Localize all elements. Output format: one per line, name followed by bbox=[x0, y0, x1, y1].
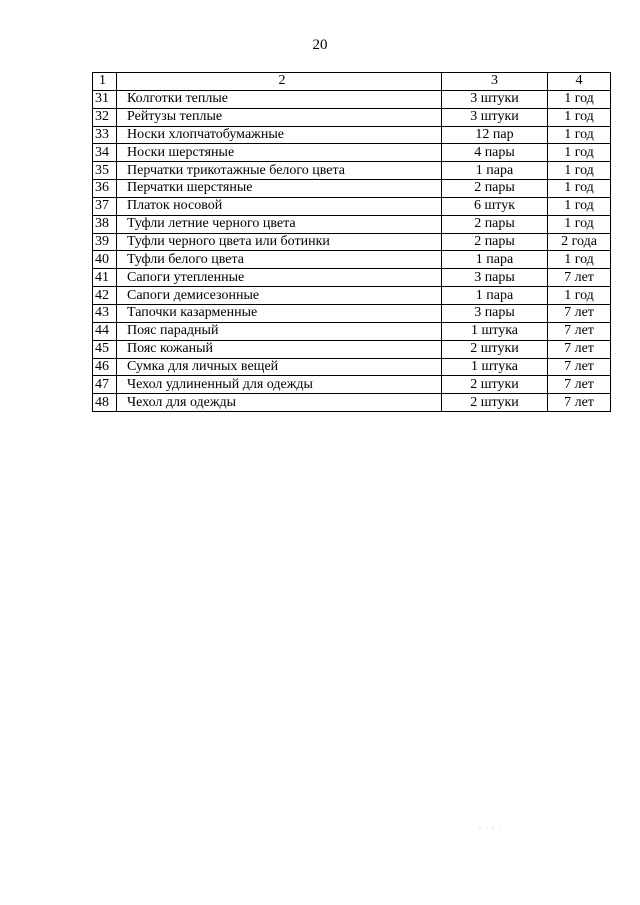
item-quantity: 3 штуки bbox=[442, 90, 548, 108]
item-name: Туфли летние черного цвета bbox=[117, 215, 442, 233]
item-name: Носки шерстяные bbox=[117, 144, 442, 162]
item-quantity: 1 пара bbox=[442, 251, 548, 269]
item-name: Платок носовой bbox=[117, 197, 442, 215]
item-quantity: 1 пара bbox=[442, 162, 548, 180]
item-term: 7 лет bbox=[548, 394, 611, 412]
item-name: Колготки теплые bbox=[117, 90, 442, 108]
item-quantity: 12 пар bbox=[442, 126, 548, 144]
row-number: 41 bbox=[93, 269, 117, 287]
item-quantity: 3 пары bbox=[442, 269, 548, 287]
item-name: Перчатки трикотажные белого цвета bbox=[117, 162, 442, 180]
page-number: 20 bbox=[312, 37, 328, 53]
items-table bbox=[92, 72, 611, 412]
row-number: 47 bbox=[93, 376, 117, 394]
table-row bbox=[93, 322, 611, 340]
item-quantity: 6 штук bbox=[442, 197, 548, 215]
table-row bbox=[93, 394, 611, 412]
item-name: Сапоги демисезонные bbox=[117, 287, 442, 305]
item-name: Туфли черного цвета или ботинки bbox=[117, 233, 442, 251]
item-name: Рейтузы теплые bbox=[117, 108, 442, 126]
header-col-4: 4 bbox=[548, 73, 611, 91]
row-number: 31 bbox=[93, 90, 117, 108]
table-header-row bbox=[93, 73, 611, 91]
item-term: 1 год bbox=[548, 108, 611, 126]
table-row bbox=[93, 340, 611, 358]
item-quantity: 2 штуки bbox=[442, 340, 548, 358]
item-term: 1 год bbox=[548, 162, 611, 180]
item-quantity: 1 пара bbox=[442, 287, 548, 305]
item-term: 7 лет bbox=[548, 340, 611, 358]
row-number: 39 bbox=[93, 233, 117, 251]
item-quantity: 3 пары bbox=[442, 304, 548, 322]
table-row bbox=[93, 108, 611, 126]
table-row bbox=[93, 126, 611, 144]
table-row bbox=[93, 269, 611, 287]
table-row bbox=[93, 376, 611, 394]
item-name: Носки хлопчатобумажные bbox=[117, 126, 442, 144]
item-quantity: 2 штуки bbox=[442, 376, 548, 394]
item-term: 1 год bbox=[548, 90, 611, 108]
item-term: 1 год bbox=[548, 144, 611, 162]
row-number: 34 bbox=[93, 144, 117, 162]
item-name: Пояс парадный bbox=[117, 322, 442, 340]
item-name: Чехол для одежды bbox=[117, 394, 442, 412]
item-quantity: 4 пары bbox=[442, 144, 548, 162]
row-number: 46 bbox=[93, 358, 117, 376]
item-quantity: 1 штука bbox=[442, 322, 548, 340]
row-number: 37 bbox=[93, 197, 117, 215]
table-row bbox=[93, 215, 611, 233]
item-name: Перчатки шерстяные bbox=[117, 180, 442, 198]
table-row bbox=[93, 180, 611, 198]
row-number: 45 bbox=[93, 340, 117, 358]
table-row bbox=[93, 197, 611, 215]
item-term: 1 год bbox=[548, 126, 611, 144]
item-term: 1 год bbox=[548, 180, 611, 198]
row-number: 42 bbox=[93, 287, 117, 305]
table-row bbox=[93, 144, 611, 162]
table-row bbox=[93, 233, 611, 251]
item-name: Сумка для личных вещей bbox=[117, 358, 442, 376]
item-term: 7 лет bbox=[548, 304, 611, 322]
item-term: 7 лет bbox=[548, 269, 611, 287]
item-quantity: 2 штуки bbox=[442, 394, 548, 412]
item-quantity: 3 штуки bbox=[442, 108, 548, 126]
table-row bbox=[93, 251, 611, 269]
item-name: Пояс кожаный bbox=[117, 340, 442, 358]
item-quantity: 2 пары bbox=[442, 233, 548, 251]
item-term: 7 лет bbox=[548, 376, 611, 394]
row-number: 44 bbox=[93, 322, 117, 340]
row-number: 43 bbox=[93, 304, 117, 322]
row-number: 38 bbox=[93, 215, 117, 233]
row-number: 40 bbox=[93, 251, 117, 269]
table-row bbox=[93, 90, 611, 108]
header-col-1: 1 bbox=[93, 73, 117, 91]
item-term: 1 год bbox=[548, 251, 611, 269]
item-name: Сапоги утепленные bbox=[117, 269, 442, 287]
item-term: 1 год bbox=[548, 287, 611, 305]
item-quantity: 1 штука bbox=[442, 358, 548, 376]
item-term: 2 года bbox=[548, 233, 611, 251]
item-term: 1 год bbox=[548, 215, 611, 233]
item-name: Туфли белого цвета bbox=[117, 251, 442, 269]
table-row bbox=[93, 358, 611, 376]
item-quantity: 2 пары bbox=[442, 180, 548, 198]
row-number: 33 bbox=[93, 126, 117, 144]
item-term: 1 год bbox=[548, 197, 611, 215]
scan-artifact bbox=[478, 826, 504, 830]
item-name: Чехол удлиненный для одежды bbox=[117, 376, 442, 394]
row-number: 32 bbox=[93, 108, 117, 126]
item-name: Тапочки казарменные bbox=[117, 304, 442, 322]
row-number: 36 bbox=[93, 180, 117, 198]
row-number: 48 bbox=[93, 394, 117, 412]
table-row bbox=[93, 162, 611, 180]
item-term: 7 лет bbox=[548, 358, 611, 376]
table-row bbox=[93, 304, 611, 322]
table-row bbox=[93, 287, 611, 305]
item-quantity: 2 пары bbox=[442, 215, 548, 233]
item-term: 7 лет bbox=[548, 322, 611, 340]
header-col-2: 2 bbox=[117, 73, 442, 91]
header-col-3: 3 bbox=[442, 73, 548, 91]
row-number: 35 bbox=[93, 162, 117, 180]
